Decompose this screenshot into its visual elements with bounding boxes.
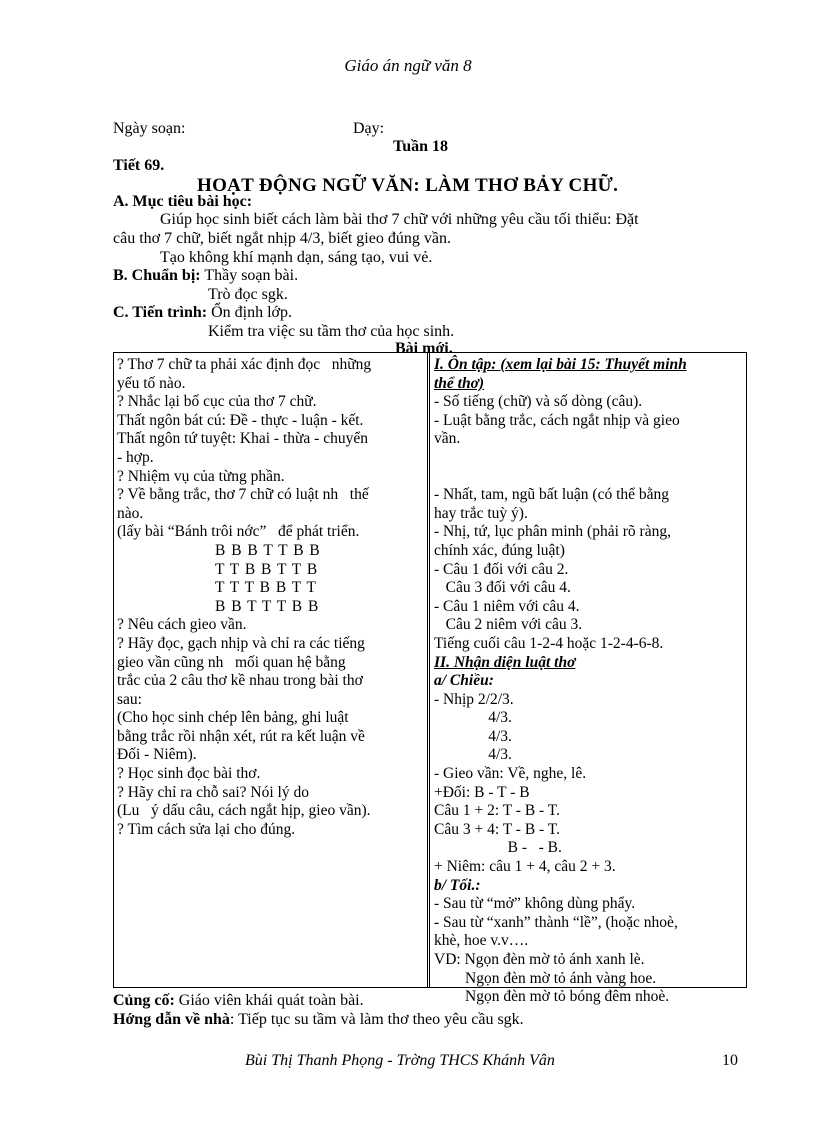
left-col-line: T T B B T T B bbox=[215, 560, 319, 578]
right-col-line: - Nhịp 2/2/3. bbox=[434, 690, 514, 708]
left-col-line: T T T B B T T bbox=[215, 579, 318, 597]
right-col-line: khè, hoe v.v…. bbox=[434, 932, 529, 950]
right-col-line: Câu 3 + 4: T - B - T. bbox=[434, 820, 560, 838]
right-col-line: - Sau từ “xanh” thành “lề”, (hoặc nhoè, bbox=[434, 913, 678, 931]
right-col-line: - Luật bằng trắc, cách ngắt nhịp và gieo bbox=[434, 411, 680, 429]
consolidation-label: Củng cố: bbox=[113, 992, 175, 1009]
right-col-line: Câu 3 đối với câu 4. bbox=[434, 579, 571, 597]
section-b-label: B. Chuẩn bị: bbox=[113, 267, 201, 284]
section-a-line3: Tạo không khí mạnh dạn, sáng tạo, vui vẻ. bbox=[160, 249, 433, 266]
homework-text: : Tiếp tục su tầm và làm thơ theo yêu cầu sgk. bbox=[229, 1011, 524, 1028]
section-c-label: C. Tiến trình: bbox=[113, 304, 208, 321]
right-col-line: VD: Ngọn đèn mờ tỏ ánh xanh lè. bbox=[434, 951, 645, 968]
right-col-line: B - - B. bbox=[434, 839, 562, 857]
lesson-content-column bbox=[434, 356, 744, 1007]
right-col-line: hay trắc tuỳ ý). bbox=[434, 504, 528, 522]
right-col-line: - Sau từ “mở” không dùng phẩy. bbox=[434, 895, 636, 913]
left-col-line: ? Học sinh đọc bài thơ. bbox=[117, 765, 261, 783]
left-col-line: Thất ngôn bát cú: Đề - thực - luận - kết. bbox=[117, 411, 364, 429]
left-col-line: ? Hãy đọc, gạch nhịp và chỉ ra các tiếng bbox=[117, 634, 365, 652]
right-col-line: b/ Tối.: bbox=[434, 876, 481, 894]
new-lesson-heading: Bài mới. bbox=[395, 340, 453, 357]
left-col-line: yếu tố nào. bbox=[117, 374, 186, 392]
left-col-line: - hợp. bbox=[117, 448, 154, 466]
left-col-line: Thất ngôn tứ tuyệt: Khai - thừa - chuyển bbox=[117, 430, 368, 448]
section-c bbox=[113, 304, 292, 322]
section-b-line2: Trò đọc sgk. bbox=[208, 286, 288, 303]
left-col-line: sau: bbox=[117, 690, 142, 708]
right-col-line bbox=[434, 468, 744, 487]
left-col-line: ? Thơ 7 chữ ta phải xác định đọc những bbox=[117, 356, 372, 373]
right-col-line: Tiếng cuối câu 1-2-4 hoặc 1-2-4-6-8. bbox=[434, 634, 664, 652]
left-col-line: gieo vần cũng nh mối quan hệ bằng bbox=[117, 653, 346, 671]
left-col-line: ? Nêu cách gieo vần. bbox=[117, 616, 247, 634]
column-divider bbox=[427, 353, 430, 987]
right-col-line: II. Nhận diện luật thơ bbox=[434, 653, 576, 671]
right-col-line: - Câu 1 đối với câu 2. bbox=[434, 560, 569, 578]
right-col-line: a/ Chiều: bbox=[434, 672, 494, 690]
right-col-line: - Nhất, tam, ngũ bất luận (có thể bằng bbox=[434, 486, 670, 504]
right-col-line: - Gieo vần: Về, nghe, lê. bbox=[434, 765, 587, 783]
right-col-line: - Nhị, tứ, lục phân minh (phải rõ ràng, bbox=[434, 523, 671, 541]
right-col-line: vần. bbox=[434, 430, 461, 448]
right-col-line: Câu 1 + 2: T - B - T. bbox=[434, 802, 560, 820]
teacher-student-activity-column bbox=[117, 356, 422, 839]
right-col-line: Ngọn đèn mờ tỏ ánh vàng hoe. bbox=[434, 969, 657, 987]
section-a-label: A. Mục tiêu bài học: bbox=[113, 193, 253, 210]
homework-line bbox=[113, 1011, 524, 1029]
left-col-line: ? Hãy chỉ ra chỗ sai? Nói lý do bbox=[117, 783, 309, 801]
left-col-line: (Lu ý dấu câu, cách ngắt hịp, gieo vần). bbox=[117, 802, 371, 820]
left-col-line: ? Tìm cách sửa lại cho đúng. bbox=[117, 820, 296, 838]
consolidation-line bbox=[113, 992, 364, 1010]
footer-author: Bùi Thị Thanh Phọng - Trờng THCS Khánh Vân bbox=[245, 1052, 555, 1069]
left-col-line: trắc của 2 câu thơ kề nhau trong bài thơ bbox=[117, 672, 363, 690]
section-c-line2: Kiểm tra việc su tầm thơ của học sinh. bbox=[208, 323, 455, 340]
section-a-line2: câu thơ 7 chữ, biết ngắt nhịp 4/3, biết gieo đúng vần. bbox=[113, 230, 451, 247]
section-a-line1: Giúp học sinh biết cách làm bài thơ 7 chữ với những yêu cầu tối thiểu: Đặt bbox=[160, 211, 639, 228]
right-col-line: + Niêm: câu 1 + 4, câu 2 + 3. bbox=[434, 858, 616, 876]
section-c-line1: Ổn định lớp. bbox=[211, 304, 292, 321]
left-col-line: ? Nhiệm vụ của từng phần. bbox=[117, 467, 285, 485]
right-col-line: - Câu 1 niêm với câu 4. bbox=[434, 597, 580, 615]
page-number: 10 bbox=[722, 1052, 738, 1069]
right-col-line: Ngọn đèn mờ tỏ bóng đêm nhoè. bbox=[434, 988, 670, 1006]
consolidation-text: Giáo viên khái quát toàn bài. bbox=[174, 992, 364, 1009]
left-col-line: nào. bbox=[117, 504, 144, 522]
right-col-line: - Số tiếng (chữ) và số dòng (câu). bbox=[434, 393, 643, 411]
left-col-line: (Cho học sinh chép lên bảng, ghi luật bbox=[117, 709, 349, 727]
week-label: Tuần 18 bbox=[393, 138, 448, 155]
left-col-line: bằng trắc rồi nhận xét, rút ra kết luận về bbox=[117, 727, 365, 745]
section-b bbox=[113, 267, 298, 285]
left-col-line: B B B T T B B bbox=[215, 541, 321, 559]
right-col-line bbox=[434, 449, 744, 468]
homework-label: Hớng dẫn về nhà bbox=[113, 1011, 230, 1028]
right-col-line: Câu 2 niêm với câu 3. bbox=[434, 616, 583, 634]
section-b-line1: Thầy soạn bài. bbox=[204, 267, 299, 284]
lesson-number: Tiết 69. bbox=[113, 157, 165, 174]
date-label: Ngày soạn: bbox=[113, 120, 186, 137]
lesson-title: HOẠT ĐỘNG NGỮ VĂN: LÀM THƠ BẢY CHỮ. bbox=[197, 175, 619, 196]
right-col-line: 4/3. bbox=[434, 746, 512, 764]
right-col-line: thể thơ) bbox=[434, 374, 485, 392]
page-header-title: Giáo án ngữ văn 8 bbox=[344, 56, 472, 75]
right-col-line: +Đối: B - T - B bbox=[434, 783, 530, 801]
right-col-line: chính xác, đúng luật) bbox=[434, 541, 565, 559]
left-col-line: B B T T T B B bbox=[215, 597, 320, 615]
right-col-line: 4/3. bbox=[434, 727, 512, 745]
right-col-line: I. Ôn tập: (xem lại bài 15: Thuyết minh bbox=[434, 356, 687, 373]
day-label: Dạy: bbox=[353, 120, 385, 137]
left-col-line: ? Về bằng trắc, thơ 7 chữ có luật nh thế bbox=[117, 486, 369, 504]
left-col-line: ? Nhắc lại bố cục của thơ 7 chữ. bbox=[117, 393, 317, 411]
right-col-line: 4/3. bbox=[434, 709, 512, 727]
left-col-line: (lấy bài “Bánh trôi nớc” để phát triển. bbox=[117, 523, 360, 541]
left-col-line: Đối - Niêm). bbox=[117, 746, 197, 764]
